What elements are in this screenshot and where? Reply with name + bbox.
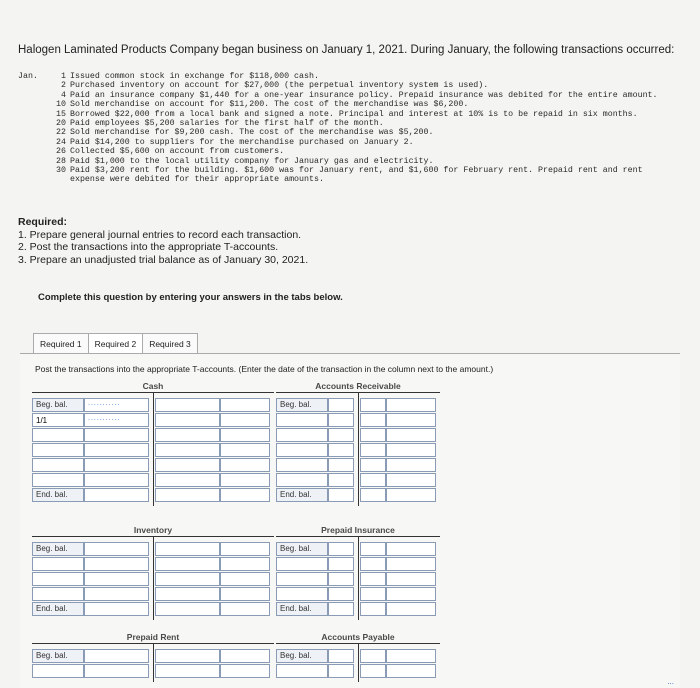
- t-account-title: Accounts Payable: [321, 632, 395, 642]
- amount-input[interactable]: [360, 587, 386, 601]
- amount-input[interactable]: [360, 602, 386, 616]
- intro-text: Halogen Laminated Products Company began business on January 1, 2021. During January, the following transactions occurred:: [18, 44, 675, 56]
- date-input[interactable]: [276, 473, 328, 487]
- amount-input[interactable]: [155, 572, 220, 586]
- transaction-text: Borrowed $22,000 from a local bank and signed a note. Principal and interest at 10% is to be repaid in six months.: [70, 109, 638, 119]
- date-input[interactable]: [276, 557, 328, 571]
- required-item-3: 3. Prepare an unadjusted trial balance as of January 30, 2021.: [18, 253, 309, 266]
- amount-input[interactable]: [155, 428, 220, 442]
- transaction-text: Paid $1,000 to the local utility company for January gas and electricity.: [70, 156, 434, 166]
- date-input[interactable]: [386, 473, 436, 487]
- t-account-divider: [358, 393, 359, 506]
- t-account-title: Prepaid Rent: [126, 632, 180, 642]
- date-input[interactable]: [386, 602, 436, 616]
- date-input[interactable]: [276, 443, 328, 457]
- date-input[interactable]: [220, 488, 270, 502]
- date-input[interactable]: [386, 443, 436, 457]
- amount-input[interactable]: [155, 398, 220, 412]
- amount-input[interactable]: [328, 664, 354, 678]
- date-input[interactable]: [220, 542, 270, 556]
- required-section: [18, 216, 308, 266]
- t-account-title: Inventory: [133, 525, 173, 535]
- end-bal-label: End. bal.: [32, 602, 84, 616]
- date-input[interactable]: [220, 572, 270, 586]
- date-input[interactable]: [220, 649, 270, 663]
- amount-input[interactable]: [84, 542, 149, 556]
- date-input[interactable]: [386, 488, 436, 502]
- amount-input[interactable]: [360, 664, 386, 678]
- date-input[interactable]: [386, 664, 436, 678]
- t-account-divider: [153, 393, 154, 506]
- more-indicator: ...: [667, 677, 674, 686]
- transaction-day: 4: [61, 90, 66, 100]
- amount-input[interactable]: [360, 572, 386, 586]
- date-input[interactable]: [32, 413, 84, 427]
- end-bal-label: End. bal.: [276, 602, 328, 616]
- transaction-row: [18, 110, 678, 119]
- amount-input[interactable]: [360, 473, 386, 487]
- instruction-text: Post the transactions into the appropriate T-accounts. (Enter the date of the transaction in the column next to the amount.): [35, 364, 494, 374]
- amount-input[interactable]: [155, 473, 220, 487]
- date-input[interactable]: [386, 413, 436, 427]
- date-input[interactable]: [386, 557, 436, 571]
- amount-input[interactable]: [360, 649, 386, 663]
- date-input[interactable]: [276, 428, 328, 442]
- amount-input[interactable]: [84, 488, 149, 502]
- date-input[interactable]: [32, 572, 84, 586]
- beg-bal-label: Beg. bal.: [32, 542, 84, 556]
- date-input[interactable]: [220, 428, 270, 442]
- date-input[interactable]: [220, 602, 270, 616]
- tab-required-1[interactable]: Required 1: [33, 333, 89, 355]
- transaction-day: 22: [56, 128, 66, 138]
- date-input[interactable]: [220, 664, 270, 678]
- transaction-day: 24: [56, 137, 66, 147]
- amount-input[interactable]: [84, 443, 149, 457]
- t-account-divider: [153, 537, 154, 620]
- amount-input[interactable]: [328, 649, 354, 663]
- transaction-text: Issued common stock in exchange for $118,000 cash.: [70, 72, 319, 81]
- date-input[interactable]: [386, 542, 436, 556]
- amount-input[interactable]: [360, 428, 386, 442]
- transaction-day: 15: [56, 109, 66, 119]
- required-heading: Required:: [18, 216, 68, 228]
- date-input[interactable]: [220, 458, 270, 472]
- amount-input[interactable]: [328, 473, 354, 487]
- amount-input[interactable]: [360, 398, 386, 412]
- amount-input[interactable]: [328, 413, 354, 427]
- date-input[interactable]: [276, 413, 328, 427]
- date-input[interactable]: [32, 443, 84, 457]
- transaction-day: 2: [61, 81, 66, 91]
- amount-dropdown[interactable]: ...........: [84, 413, 149, 427]
- amount-input[interactable]: [328, 602, 354, 616]
- date-input[interactable]: [220, 557, 270, 571]
- amount-input[interactable]: [328, 428, 354, 442]
- amount-dropdown[interactable]: ...........: [84, 398, 149, 412]
- transaction-day: 20: [56, 119, 66, 129]
- date-input[interactable]: [220, 413, 270, 427]
- transaction-day: 30: [56, 166, 66, 176]
- transaction-row: [18, 100, 678, 109]
- amount-input[interactable]: [155, 458, 220, 472]
- transaction-text: Purchased inventory on account for $27,000 (the perpetual inventory system is used).: [70, 81, 489, 91]
- transaction-row: [18, 138, 678, 147]
- date-input[interactable]: [220, 473, 270, 487]
- amount-input[interactable]: [360, 542, 386, 556]
- beg-bal-label: Beg. bal.: [32, 649, 84, 663]
- beg-bal-label: Beg. bal.: [276, 649, 328, 663]
- date-input[interactable]: [386, 572, 436, 586]
- tab-bar: [33, 333, 197, 355]
- transaction-text: Collected $5,600 on account from customers.: [70, 147, 285, 157]
- t-account-title: Accounts Receivable: [315, 381, 401, 391]
- transaction-day: 10: [56, 100, 66, 110]
- amount-input[interactable]: [155, 557, 220, 571]
- transaction-row: [18, 128, 678, 137]
- date-input[interactable]: [32, 428, 84, 442]
- date-input[interactable]: [276, 458, 328, 472]
- beg-bal-label: Beg. bal.: [276, 398, 328, 412]
- date-input[interactable]: [220, 443, 270, 457]
- amount-input[interactable]: [328, 458, 354, 472]
- amount-input[interactable]: [360, 443, 386, 457]
- t-account-divider: [358, 537, 359, 620]
- tab-required-3[interactable]: Required 3: [142, 333, 198, 355]
- amount-input[interactable]: [360, 488, 386, 502]
- amount-input[interactable]: [155, 542, 220, 556]
- date-input[interactable]: [32, 458, 84, 472]
- amount-input[interactable]: [84, 458, 149, 472]
- date-input[interactable]: [32, 557, 84, 571]
- transaction-text: Paid $14,200 to suppliers for the merchandise purchased on January 2.: [70, 137, 414, 147]
- date-input[interactable]: [276, 572, 328, 586]
- t-account-title: Cash: [142, 381, 164, 391]
- beg-bal-label: Beg. bal.: [276, 542, 328, 556]
- date-input[interactable]: [386, 649, 436, 663]
- t-account-title: Prepaid Insurance: [321, 525, 395, 535]
- amount-input[interactable]: [155, 649, 220, 663]
- transaction-row: [18, 157, 678, 166]
- beg-bal-label: Beg. bal.: [32, 398, 84, 412]
- transaction-text: Paid an insurance company $1,440 for a one-year insurance policy. Prepaid insurance was debited for the entire amount.: [70, 90, 658, 100]
- amount-input[interactable]: [84, 572, 149, 586]
- amount-input[interactable]: [155, 443, 220, 457]
- tab-required-2[interactable]: Required 2: [88, 333, 144, 355]
- required-item-1: 1. Prepare general journal entries to record each transaction.: [18, 228, 302, 241]
- transaction-text: Paid $3,200 rent for the building. $1,600 was for January rent, and $1,600 for February rent. Prepaid rent and rent expense were debited for their appropriate amounts.: [70, 166, 643, 185]
- transaction-day: 26: [56, 147, 66, 157]
- amount-input[interactable]: [84, 557, 149, 571]
- amount-input[interactable]: [328, 587, 354, 601]
- amount-input[interactable]: [328, 572, 354, 586]
- transaction-row: [18, 147, 678, 156]
- date-input[interactable]: [32, 473, 84, 487]
- amount-input[interactable]: [328, 488, 354, 502]
- amount-input[interactable]: [360, 557, 386, 571]
- transaction-row: [18, 81, 678, 90]
- amount-input[interactable]: [84, 428, 149, 442]
- transaction-row: [18, 91, 678, 100]
- amount-input[interactable]: [84, 473, 149, 487]
- end-bal-label: End. bal.: [32, 488, 84, 502]
- date-input[interactable]: [276, 664, 328, 678]
- transaction-row: [18, 72, 678, 81]
- amount-input[interactable]: [84, 602, 149, 616]
- amount-input[interactable]: [328, 398, 354, 412]
- t-account-divider: [358, 644, 359, 682]
- transaction-day: 28: [56, 156, 66, 166]
- date-input[interactable]: [386, 458, 436, 472]
- date-input[interactable]: [32, 664, 84, 678]
- transaction-text: Sold merchandise for $9,200 cash. The cost of the merchandise was $5,200.: [70, 128, 434, 138]
- amount-input[interactable]: [328, 542, 354, 556]
- transaction-text: Sold merchandise on account for $11,200. The cost of the merchandise was $6,200.: [70, 100, 469, 110]
- date-input[interactable]: [32, 587, 84, 601]
- transaction-text: Paid employees $5,200 salaries for the first half of the month.: [70, 119, 384, 129]
- date-input[interactable]: [276, 587, 328, 601]
- date-input[interactable]: [220, 398, 270, 412]
- amount-input[interactable]: [84, 649, 149, 663]
- amount-input[interactable]: [84, 587, 149, 601]
- transaction-day: 1: [61, 72, 66, 81]
- amount-input[interactable]: [155, 587, 220, 601]
- date-input[interactable]: [386, 587, 436, 601]
- amount-input[interactable]: [155, 664, 220, 678]
- transaction-list: [18, 72, 678, 185]
- date-input[interactable]: [386, 428, 436, 442]
- complete-message: Complete this question by entering your answers in the tabs below.: [38, 292, 343, 303]
- amount-input[interactable]: [155, 413, 220, 427]
- amount-input[interactable]: [155, 488, 220, 502]
- month-label: Jan.: [18, 72, 38, 81]
- amount-input[interactable]: [328, 557, 354, 571]
- amount-input[interactable]: [360, 413, 386, 427]
- t-account-divider: [153, 644, 154, 682]
- date-input[interactable]: [220, 587, 270, 601]
- date-input[interactable]: [386, 398, 436, 412]
- required-item-2: 2. Post the transactions into the appropriate T-accounts.: [18, 241, 279, 253]
- amount-input[interactable]: [328, 443, 354, 457]
- transaction-row: [18, 166, 678, 185]
- amount-input[interactable]: [84, 664, 149, 678]
- end-bal-label: End. bal.: [276, 488, 328, 502]
- amount-input[interactable]: [360, 458, 386, 472]
- amount-input[interactable]: [155, 602, 220, 616]
